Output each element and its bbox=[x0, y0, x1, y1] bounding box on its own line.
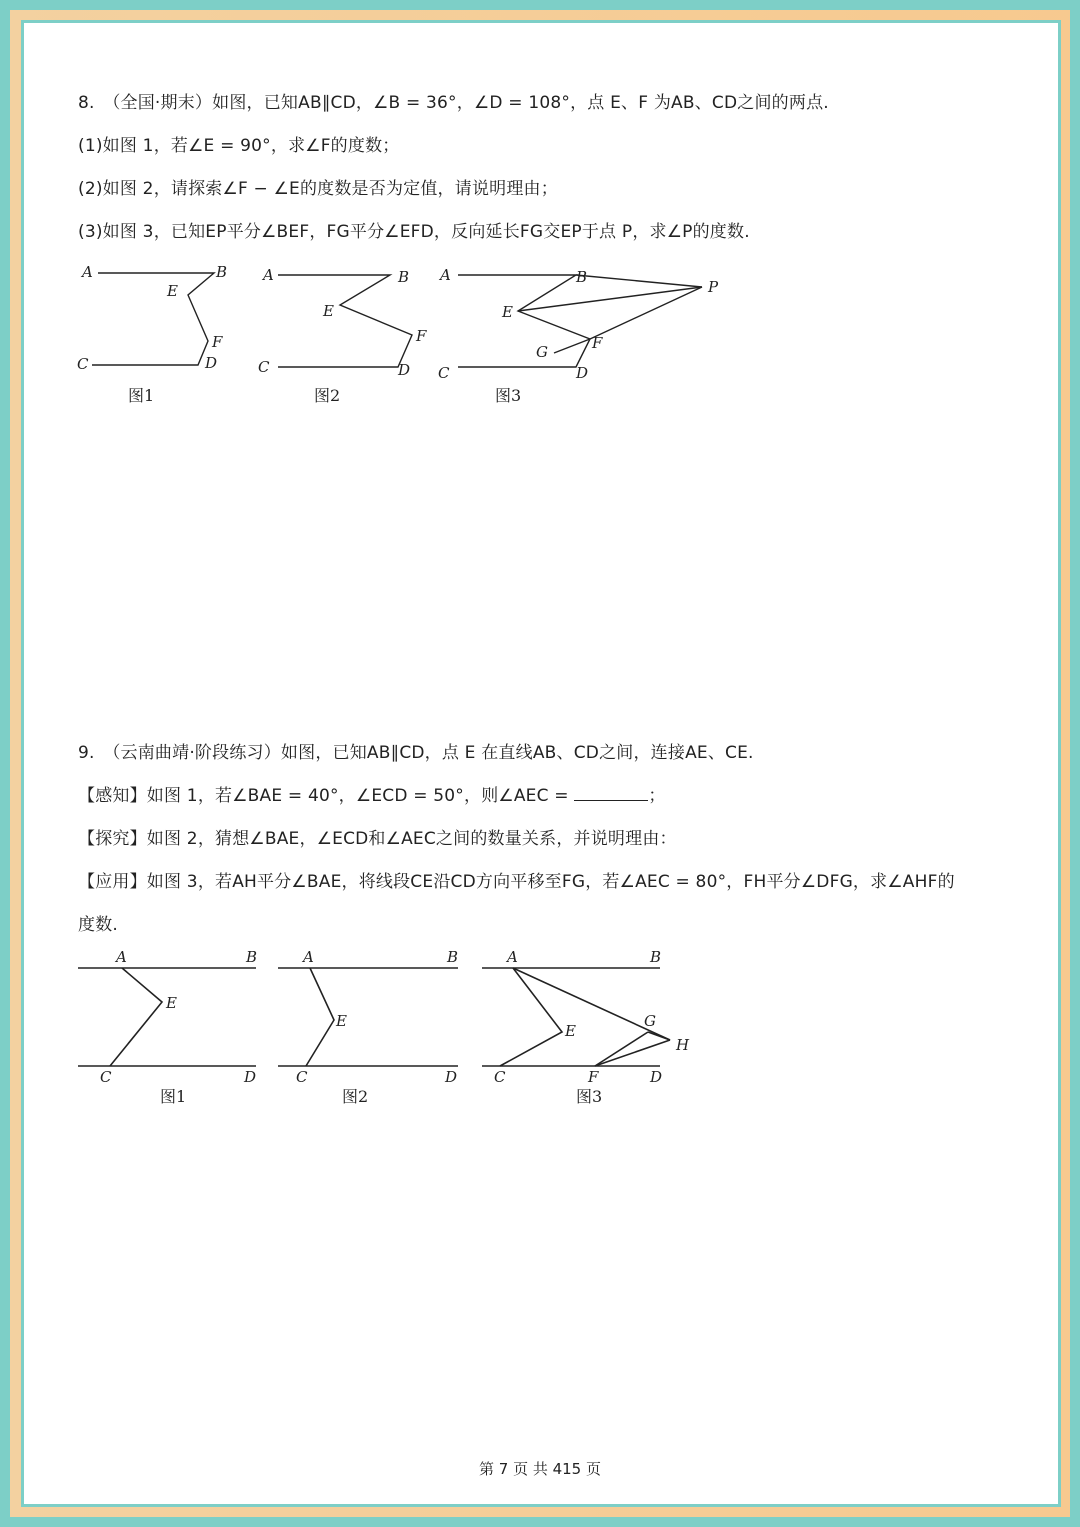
q9-f3-E: E bbox=[565, 1022, 576, 1040]
q9-f3-F: F bbox=[588, 1068, 599, 1086]
q9-explore: 【探究】如图 2，猜想∠BAE，∠ECD和∠AEC之间的数量关系，并说明理由： bbox=[78, 829, 677, 849]
q8-title: 8. （全国·期末）如图，已知AB∥CD，∠B = 36°，∠D = 108°，点 E、F 为AB、CD之间的两点. bbox=[78, 93, 829, 113]
q8-f2-A: A bbox=[263, 266, 274, 284]
q8-fig1-lines bbox=[92, 273, 214, 365]
q9-f3-caption: 图3 bbox=[576, 1087, 603, 1106]
q8-fig2-lines bbox=[278, 275, 412, 367]
q9-apply-cont: 度数. bbox=[78, 915, 119, 935]
q8-f3-C: C bbox=[438, 364, 450, 382]
q9-f2-caption: 图2 bbox=[342, 1087, 369, 1106]
q9-f3-H: H bbox=[676, 1036, 690, 1054]
q9-f2-E: E bbox=[336, 1012, 347, 1030]
q8-f2-D: D bbox=[398, 361, 411, 379]
q8-f1-F: F bbox=[212, 333, 223, 351]
q8-f3-caption: 图3 bbox=[495, 386, 522, 405]
q9-f3-C: C bbox=[494, 1068, 506, 1086]
q8-f3-E: E bbox=[502, 303, 513, 321]
q9-f2-A: A bbox=[303, 948, 314, 966]
q9-perceive-text: 【感知】如图 1，若∠BAE = 40°，∠ECD = 50°，则∠AEC = bbox=[78, 786, 569, 806]
q9-apply: 【应用】如图 3，若AH平分∠BAE，将线段CE沿CD方向平移至FG，若∠AEC = 80°，FH平分∠DFG，求∠AHF的 bbox=[78, 872, 955, 892]
q8-f2-F: F bbox=[416, 327, 427, 345]
q9-f2-C: C bbox=[296, 1068, 308, 1086]
border-bottom bbox=[0, 1517, 1080, 1527]
q9-f1-D: D bbox=[244, 1068, 257, 1086]
q9-f1-A: A bbox=[116, 948, 127, 966]
q8-f2-C: C bbox=[258, 358, 270, 376]
q9-f1-B: B bbox=[246, 948, 258, 966]
q8-f1-caption: 图1 bbox=[128, 386, 155, 405]
q8-f3-B: B bbox=[576, 268, 588, 286]
q8-f3-F: F bbox=[592, 334, 603, 352]
q8-f3-A: A bbox=[440, 266, 451, 284]
q8-f3-P: P bbox=[708, 278, 719, 296]
q8-part3: (3)如图 3，已知EP平分∠BEF，FG平分∠EFD，反向延长FG交EP于点 P，求∠P的度数. bbox=[78, 222, 750, 242]
q8-f1-B: B bbox=[216, 263, 228, 281]
q8-f2-caption: 图2 bbox=[314, 386, 341, 405]
q9-f2-D: D bbox=[445, 1068, 458, 1086]
q9-f1-caption: 图1 bbox=[160, 1087, 187, 1106]
q8-fig3-BP bbox=[576, 275, 702, 287]
border-top bbox=[0, 0, 1080, 10]
q8-fig3-EP bbox=[518, 287, 702, 311]
q8-figures bbox=[60, 255, 760, 415]
border-left bbox=[0, 0, 10, 1527]
q9-title: 9. （云南曲靖·阶段练习）如图，已知AB∥CD，点 E 在直线AB、CD之间，连接AE、CE. bbox=[78, 743, 754, 763]
border-right bbox=[1070, 0, 1080, 1527]
q9-f1-C: C bbox=[100, 1068, 112, 1086]
q8-f1-D: D bbox=[205, 354, 218, 372]
q8-f3-G: G bbox=[536, 343, 548, 361]
q9-f3-D: D bbox=[650, 1068, 663, 1086]
q9-f3-G: G bbox=[644, 1012, 656, 1030]
q8-f2-E: E bbox=[323, 302, 334, 320]
q9-answer-blank bbox=[574, 786, 648, 801]
q9-figures bbox=[70, 940, 720, 1110]
q9-f2-B: B bbox=[447, 948, 459, 966]
q8-fig3-lines bbox=[458, 275, 590, 367]
q8-f2-B: B bbox=[398, 268, 410, 286]
q8-f1-C: C bbox=[77, 355, 89, 373]
q8-part2: (2)如图 2，请探索∠F − ∠E的度数是否为定值，请说明理由； bbox=[78, 179, 558, 199]
q8-f1-E: E bbox=[167, 282, 178, 300]
q9-f1-E: E bbox=[166, 994, 177, 1012]
paper-sheet bbox=[21, 20, 1061, 1507]
q9-perceive bbox=[78, 781, 666, 806]
q9-f3-B: B bbox=[650, 948, 662, 966]
q8-f1-A: A bbox=[82, 263, 93, 281]
q8-f3-D: D bbox=[576, 364, 589, 382]
q9-perceive-end: ； bbox=[648, 786, 666, 806]
page-footer: 第 7 页 共 415 页 bbox=[478, 1460, 601, 1478]
q9-f3-A: A bbox=[507, 948, 518, 966]
q8-part1: (1)如图 1，若∠E = 90°，求∠F的度数； bbox=[78, 136, 400, 156]
